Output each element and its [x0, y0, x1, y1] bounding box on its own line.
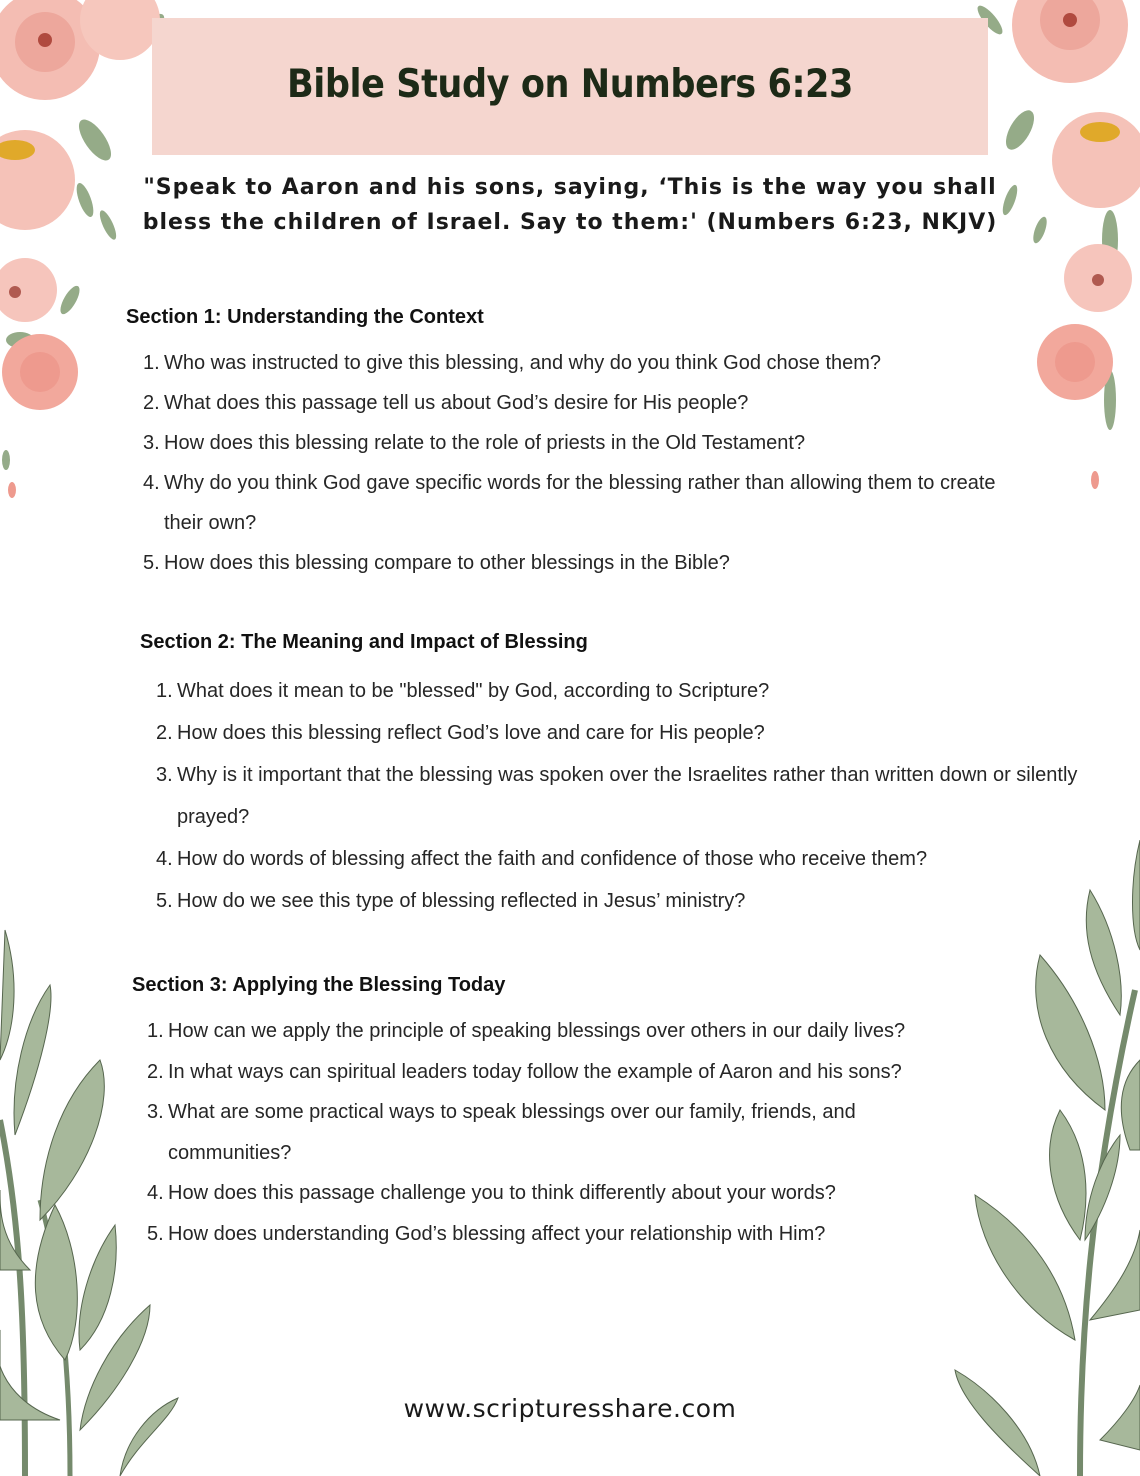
question-text: Why is it important that the blessing was spoken over the Israelites rather than written down or silently prayed? [177, 764, 1078, 828]
question-list [143, 343, 1016, 583]
question-number: 5. [143, 552, 160, 574]
question-text: What are some practical ways to speak blessings over our family, friends, and communities? [168, 1101, 856, 1164]
question-number: 2. [143, 392, 160, 414]
question-number: 3. [147, 1101, 164, 1123]
question-number: 2. [156, 722, 173, 744]
website-link[interactable]: www.scripturesshare.com [403, 1394, 737, 1423]
question-number: 1. [147, 1020, 164, 1042]
question-text: How do we see this type of blessing reflected in Jesus’ ministry? [177, 890, 746, 912]
question-item [147, 1092, 958, 1173]
question-text: How does understanding God’s blessing affect your relationship with Him? [168, 1222, 826, 1245]
question-text: How can we apply the principle of speaking blessings over others in our daily lives? [168, 1020, 906, 1042]
question-text: How do words of blessing affect the faith and confidence of those who receive them? [177, 848, 928, 870]
question-item [143, 383, 1016, 423]
scripture-verse: "Speak to Aaron and his sons, saying, ‘This is the way you shall bless the children of Israel. Say to them:' (Numbers 6:23, NKJV) [142, 175, 998, 235]
question-number: 3. [156, 764, 173, 786]
question-item [143, 463, 1014, 543]
question-number: 4. [143, 472, 160, 494]
section-1 [126, 303, 1016, 583]
question-item [147, 1173, 1012, 1214]
question-text: Why do you think God gave specific words for the blessing rather than allowing them to create their own? [164, 472, 996, 534]
question-item [156, 712, 1080, 754]
question-item [156, 670, 1080, 712]
question-text: How does this blessing compare to other blessings in the Bible? [164, 552, 730, 574]
question-item [156, 754, 1082, 838]
question-text: How does this passage challenge you to think differently about your words? [168, 1182, 836, 1204]
question-item [143, 543, 1016, 583]
question-number: 1. [143, 352, 160, 374]
question-item [147, 1052, 1012, 1093]
question-number: 5. [156, 890, 173, 912]
question-text: How does this blessing relate to the role of priests in the Old Testament? [164, 432, 806, 454]
question-text: Who was instructed to give this blessing, and why do you think God chose them? [164, 352, 882, 374]
question-item [143, 343, 1016, 383]
section-heading: Section 1: Understanding the Context [126, 306, 484, 328]
question-number: 4. [156, 848, 173, 870]
question-text: In what ways can spiritual leaders today follow the example of Aaron and his sons? [168, 1060, 902, 1083]
question-number: 3. [143, 432, 160, 454]
question-item [147, 1011, 1012, 1052]
question-list [156, 670, 1080, 922]
question-item [156, 838, 1080, 880]
question-number: 1. [156, 680, 173, 702]
question-text: What does it mean to be "blessed" by God, according to Scripture? [177, 680, 770, 702]
section-heading: Section 3: Applying the Blessing Today [132, 974, 506, 996]
question-list [147, 1011, 1012, 1254]
question-number: 2. [147, 1060, 164, 1083]
question-number: 4. [147, 1182, 164, 1204]
question-number: 5. [147, 1222, 164, 1245]
question-item [143, 423, 1016, 463]
page-title: Bible Study on Numbers 6:23 [286, 62, 854, 107]
question-text: What does this passage tell us about God’s desire for His people? [164, 392, 749, 414]
question-item [156, 880, 1080, 922]
section-3 [132, 971, 1012, 1254]
question-item [147, 1214, 1012, 1255]
section-heading: Section 2: The Meaning and Impact of Blessing [140, 631, 588, 653]
section-2 [140, 628, 1080, 922]
question-text: How does this blessing reflect God’s love and care for His people? [177, 722, 765, 744]
